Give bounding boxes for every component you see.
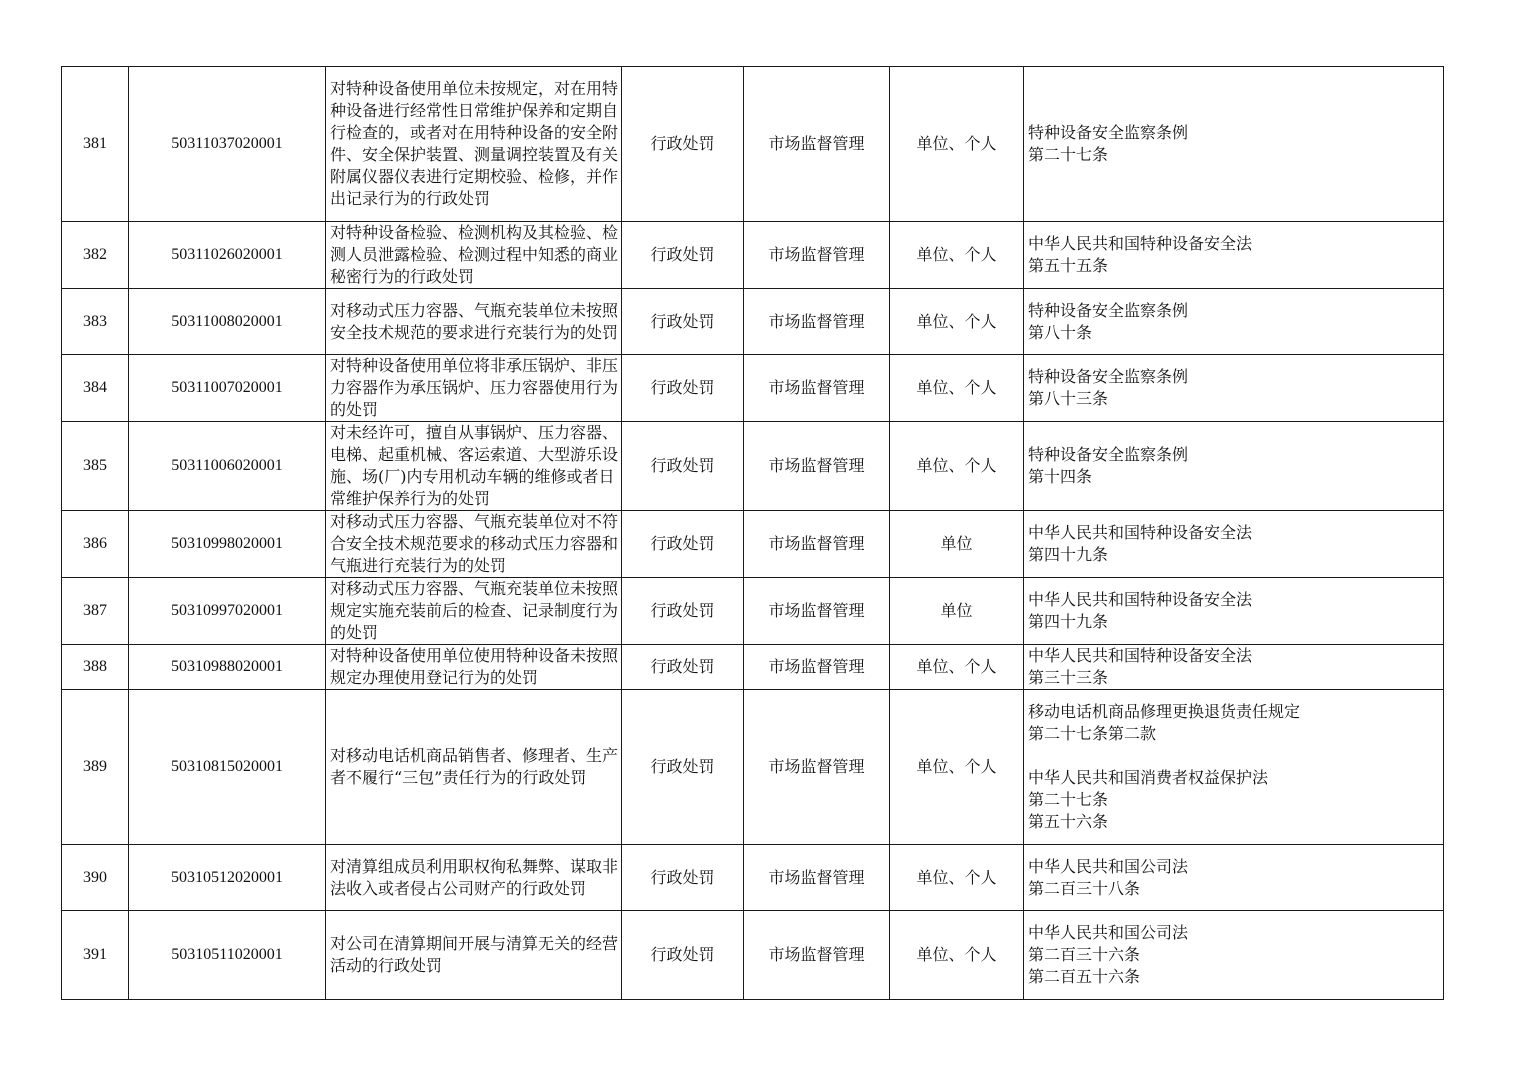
legal-basis-line: 第二十七条 <box>1028 790 1109 809</box>
legal-basis-line: 特种设备安全监察条例 <box>1028 123 1189 142</box>
legal-basis-line: 中华人民共和国消费者权益保护法 <box>1028 768 1269 787</box>
item-name-cell: 对特种设备使用单位将非承压锅炉、非压力容器作为承压锅炉、压力容器使用行为的处罚 <box>326 355 622 422</box>
category-cell: 行政处罚 <box>622 511 744 578</box>
department-cell: 市场监督管理 <box>744 355 890 422</box>
category-cell: 行政处罚 <box>622 690 744 845</box>
item-name-cell: 对移动式压力容器、气瓶充装单位对不符合安全技术规范要求的移动式压力容器和气瓶进行充装行为的处罚 <box>326 511 622 578</box>
subject-cell: 单位 <box>890 511 1024 578</box>
legal-basis-line: 第二十七条 <box>1028 145 1109 164</box>
subject-cell: 单位、个人 <box>890 289 1024 355</box>
table-row <box>62 222 1444 289</box>
category-cell: 行政处罚 <box>622 578 744 645</box>
table-row <box>62 690 1444 845</box>
legal-basis-cell <box>1024 511 1444 578</box>
legal-basis-line: 第四十九条 <box>1028 545 1109 564</box>
item-name-cell: 对移动电话机商品销售者、修理者、生产者不履行“三包”责任行为的行政处罚 <box>326 690 622 845</box>
legal-basis-line: 中华人民共和国公司法 <box>1028 923 1189 942</box>
legal-basis-cell <box>1024 355 1444 422</box>
legal-basis-cell <box>1024 845 1444 911</box>
subject-cell: 单位、个人 <box>890 355 1024 422</box>
legal-basis-line: 第三十三条 <box>1028 668 1109 687</box>
row-number-cell: 387 <box>62 578 129 645</box>
subject-cell: 单位 <box>890 578 1024 645</box>
table-row <box>62 511 1444 578</box>
table-row <box>62 911 1444 1000</box>
department-cell: 市场监督管理 <box>744 911 890 1000</box>
legal-basis-line: 中华人民共和国特种设备安全法 <box>1028 523 1253 542</box>
legal-basis-cell <box>1024 67 1444 222</box>
legal-basis-cell <box>1024 422 1444 511</box>
subject-cell: 单位、个人 <box>890 690 1024 845</box>
item-name-cell: 对移动式压力容器、气瓶充装单位未按照规定实施充装前后的检查、记录制度行为的处罚 <box>326 578 622 645</box>
table-row <box>62 289 1444 355</box>
subject-cell: 单位、个人 <box>890 911 1024 1000</box>
legal-basis-line: 特种设备安全监察条例 <box>1028 367 1189 386</box>
item-code-cell: 50310988020001 <box>129 645 326 690</box>
item-name-cell: 对清算组成员利用职权徇私舞弊、谋取非法收入或者侵占公司财产的行政处罚 <box>326 845 622 911</box>
row-number-cell: 386 <box>62 511 129 578</box>
table-row <box>62 578 1444 645</box>
subject-cell: 单位、个人 <box>890 422 1024 511</box>
row-number-cell: 385 <box>62 422 129 511</box>
department-cell: 市场监督管理 <box>744 645 890 690</box>
legal-basis-line: 中华人民共和国特种设备安全法 <box>1028 234 1253 253</box>
category-cell: 行政处罚 <box>622 67 744 222</box>
item-code-cell: 50310998020001 <box>129 511 326 578</box>
item-name-cell: 对移动式压力容器、气瓶充装单位未按照安全技术规范的要求进行充装行为的处罚 <box>326 289 622 355</box>
item-code-cell: 50310512020001 <box>129 845 326 911</box>
category-cell: 行政处罚 <box>622 422 744 511</box>
category-cell: 行政处罚 <box>622 645 744 690</box>
item-code-cell: 50311037020001 <box>129 67 326 222</box>
table-body <box>62 67 1444 1000</box>
legal-basis-line: 第八十三条 <box>1028 389 1109 408</box>
legal-basis-cell <box>1024 911 1444 1000</box>
department-cell: 市场监督管理 <box>744 845 890 911</box>
row-number-cell: 383 <box>62 289 129 355</box>
legal-basis-line <box>1028 745 1439 767</box>
item-name-cell: 对特种设备检验、检测机构及其检验、检测人员泄露检验、检测过程中知悉的商业秘密行为的行政处罚 <box>326 222 622 289</box>
legal-basis-line: 中华人民共和国公司法 <box>1028 856 1189 876</box>
row-number-cell: 389 <box>62 690 129 845</box>
row-number-cell: 390 <box>62 845 129 911</box>
table-row <box>62 645 1444 690</box>
legal-basis-line: 中华人民共和国特种设备安全法 <box>1028 590 1253 609</box>
table-row <box>62 845 1444 911</box>
department-cell: 市场监督管理 <box>744 222 890 289</box>
legal-basis-cell <box>1024 222 1444 289</box>
legal-basis-line: 第十四条 <box>1028 467 1093 486</box>
department-cell: 市场监督管理 <box>744 690 890 845</box>
legal-basis-line: 第八十条 <box>1028 322 1093 342</box>
category-cell: 行政处罚 <box>622 289 744 355</box>
table-row <box>62 355 1444 422</box>
subject-cell: 单位、个人 <box>890 222 1024 289</box>
subject-cell: 单位、个人 <box>890 67 1024 222</box>
category-cell: 行政处罚 <box>622 845 744 911</box>
legal-basis-line: 第二百五十六条 <box>1028 967 1141 986</box>
legal-basis-line: 第五十五条 <box>1028 256 1109 275</box>
legal-basis-line: 第二十七条第二款 <box>1028 724 1157 743</box>
department-cell: 市场监督管理 <box>744 67 890 222</box>
department-cell: 市场监督管理 <box>744 511 890 578</box>
category-cell: 行政处罚 <box>622 911 744 1000</box>
item-name-cell: 对公司在清算期间开展与清算无关的经营活动的行政处罚 <box>326 911 622 1000</box>
category-cell: 行政处罚 <box>622 355 744 422</box>
item-code-cell: 50310511020001 <box>129 911 326 1000</box>
legal-basis-cell <box>1024 690 1444 845</box>
row-number-cell: 381 <box>62 67 129 222</box>
legal-basis-line: 第二百三十六条 <box>1028 945 1141 964</box>
table-row <box>62 422 1444 511</box>
subject-cell: 单位、个人 <box>890 645 1024 690</box>
data-table <box>61 66 1444 1000</box>
item-name-cell: 对特种设备使用单位未按规定，对在用特种设备进行经常性日常维护保养和定期自行检查的，或者对在用特种设备的安全附件、安全保护装置、测量调控装置及有关附属仪器仪表进行定期校验、检修，并作出记录行为的行政处罚 <box>326 67 622 222</box>
item-code-cell: 50311026020001 <box>129 222 326 289</box>
department-cell: 市场监督管理 <box>744 289 890 355</box>
legal-basis-line: 第二百三十八条 <box>1028 878 1141 898</box>
item-code-cell: 50311006020001 <box>129 422 326 511</box>
row-number-cell: 388 <box>62 645 129 690</box>
legal-basis-line: 移动电话机商品修理更换退货责任规定 <box>1028 702 1301 721</box>
row-number-cell: 382 <box>62 222 129 289</box>
legal-basis-line: 中华人民共和国特种设备安全法 <box>1028 646 1253 665</box>
item-name-cell: 对未经许可，擅自从事锅炉、压力容器、电梯、起重机械、客运索道、大型游乐设施、场(厂)内专用机动车辆的维修或者日常维护保养行为的处罚 <box>326 422 622 511</box>
subject-cell: 单位、个人 <box>890 845 1024 911</box>
legal-basis-cell <box>1024 289 1444 355</box>
legal-basis-line: 第五十六条 <box>1028 812 1109 831</box>
legal-basis-line: 特种设备安全监察条例 <box>1028 300 1189 320</box>
item-code-cell: 50310815020001 <box>129 690 326 845</box>
department-cell: 市场监督管理 <box>744 578 890 645</box>
legal-basis-cell <box>1024 645 1444 690</box>
item-code-cell: 50311008020001 <box>129 289 326 355</box>
item-name-cell: 对特种设备使用单位使用特种设备未按照规定办理使用登记行为的处罚 <box>326 645 622 690</box>
row-number-cell: 391 <box>62 911 129 1000</box>
category-cell: 行政处罚 <box>622 222 744 289</box>
department-cell: 市场监督管理 <box>744 422 890 511</box>
item-code-cell: 50311007020001 <box>129 355 326 422</box>
item-code-cell: 50310997020001 <box>129 578 326 645</box>
table-row <box>62 67 1444 222</box>
legal-basis-line: 特种设备安全监察条例 <box>1028 445 1189 464</box>
legal-basis-line: 第四十九条 <box>1028 612 1109 631</box>
legal-basis-cell <box>1024 578 1444 645</box>
row-number-cell: 384 <box>62 355 129 422</box>
